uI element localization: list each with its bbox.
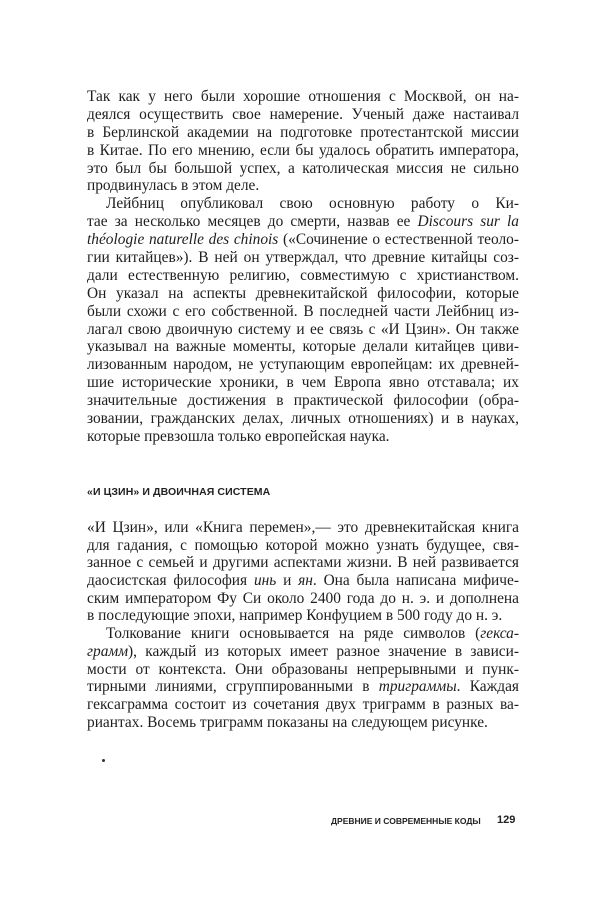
text-line — [87, 303, 519, 321]
italic-text: инь — [253, 572, 277, 590]
paragraph — [87, 625, 519, 731]
text-line — [87, 177, 519, 195]
text-segment: указывал на важные моменты, которые делали китайцев циви- — [87, 338, 519, 356]
text-line — [87, 392, 519, 410]
italic-text: грамм — [87, 642, 129, 660]
text-segment: были схожи с его собственной. В последней части Лейбниц из- — [87, 302, 519, 320]
text-segment: гексаграмма состоит из сочетания двух триграмм в разных ва- — [87, 695, 519, 713]
text-line — [87, 410, 519, 428]
italic-text: триграммы — [378, 678, 457, 696]
text-segment: зовании, гражданских делах, личных отношениях) и в науках, — [87, 410, 519, 428]
text-segment: и — [276, 572, 299, 590]
text-block-lower — [87, 519, 519, 731]
text-line — [87, 285, 519, 303]
text-segment: («Сочинение о естественной теоло- — [278, 231, 519, 249]
text-line — [87, 625, 519, 643]
text-segment: занное с семьей и другими аспектами жизни. В ней развивается — [87, 554, 519, 572]
italic-text: гекса- — [480, 625, 519, 643]
running-title: ДРЕВНИЕ И СОВРЕМЕННЫЕ КОДЫ — [331, 816, 481, 826]
text-line — [87, 428, 519, 446]
text-line — [87, 590, 519, 608]
text-line — [87, 537, 519, 555]
text-line — [87, 678, 519, 696]
text-segment: продвинулась в этом деле. — [87, 177, 260, 195]
text-segment: тае за несколько месяцев до смерти, назвав ее — [87, 213, 418, 231]
text-segment: которые превзошла только европейская наука. — [87, 427, 390, 445]
text-segment: «И Цзин», или «Книга перемен»,— это древнекитайская книга — [87, 519, 519, 536]
text-segment: деялся осуществить свое намерение. Ученый даже настаивал — [87, 105, 519, 123]
text-segment: в последующие эпохи, например Конфуцием в 500 году до н. э. — [87, 607, 503, 625]
text-line — [87, 714, 519, 732]
text-segment: риантах. Восемь триграмм показаны на следующем рисунке. — [87, 713, 488, 731]
paragraph — [87, 519, 519, 625]
text-line — [87, 106, 519, 124]
text-segment: дали естественную религию, совместимую с христианством. — [87, 266, 519, 284]
text-segment: даосистская философия — [87, 572, 254, 590]
text-line — [87, 267, 519, 285]
text-line — [87, 213, 519, 231]
text-line — [87, 160, 519, 178]
text-segment: лагал свою двоичную систему и ее связь с «И Цзин». Он также — [87, 320, 519, 338]
text-line — [87, 231, 519, 249]
text-line — [87, 142, 519, 160]
text-segment: Лейбниц опубликовал свою основную работу о Ки- — [106, 195, 519, 213]
italic-text: Discours sur la — [417, 213, 520, 231]
text-line — [87, 643, 519, 661]
text-line — [87, 195, 519, 213]
text-line — [87, 607, 519, 625]
text-line — [87, 572, 519, 590]
text-line — [87, 249, 519, 267]
text-segment: в Китае. По его мнению, если бы удалось обратить императора, — [87, 141, 519, 159]
paragraph — [87, 88, 519, 195]
text-line — [87, 321, 519, 339]
text-segment: Так как у него были хорошие отношения с Москвой, он на- — [87, 88, 519, 105]
paragraph — [87, 195, 519, 445]
text-line — [87, 661, 519, 679]
text-line — [87, 374, 519, 392]
text-block-upper — [87, 88, 519, 446]
section-heading: «И ЦЗИН» И ДВОИЧНАЯ СИСТЕМА — [87, 486, 271, 498]
page-number: 129 — [497, 814, 516, 826]
text-line — [87, 338, 519, 356]
text-line — [87, 124, 519, 142]
text-segment: значительные достижения в практической философии (обра- — [87, 392, 519, 410]
text-segment: это был бы большой успех, а католическая миссия не сильно — [87, 159, 519, 177]
text-segment: мости от контекста. Они образованы непрерывными и пунк- — [87, 660, 519, 678]
italic-text: théologie naturelle des chinois — [87, 231, 279, 249]
text-segment: тирными линиями, сгруппированными в — [87, 678, 379, 696]
text-line — [87, 356, 519, 374]
text-segment: . Она была написана мифиче- — [312, 572, 519, 590]
text-segment: в Берлинской академии на подготовке протестантской миссии — [87, 123, 519, 141]
text-segment: . Каждая — [456, 678, 519, 696]
text-segment: шие исторические хроники, в чем Европа явно отставала; их — [87, 374, 519, 392]
text-line — [87, 519, 519, 537]
stray-mark — [102, 759, 105, 762]
text-line — [87, 88, 519, 106]
text-line — [87, 554, 519, 572]
text-segment: для гадания, с помощью которой можно узнать будущее, свя- — [87, 536, 519, 554]
text-segment: гии китайцев»). В ней он утверждал, что древние китайцы соз- — [87, 249, 519, 267]
italic-text: ян — [298, 572, 313, 590]
text-segment: лизованным народом, не уступающим европейцам: их древней- — [87, 356, 519, 374]
text-segment: ским императором Фу Си около 2400 года до н. э. и дополнена — [87, 589, 519, 607]
text-line — [87, 696, 519, 714]
text-segment: Толкование книги основывается на ряде символов ( — [106, 625, 481, 643]
text-segment: ), каждый из которых имеет разное значение в зависи- — [128, 642, 519, 660]
text-segment: Он указал на аспекты древнекитайской философии, которые — [87, 284, 519, 302]
